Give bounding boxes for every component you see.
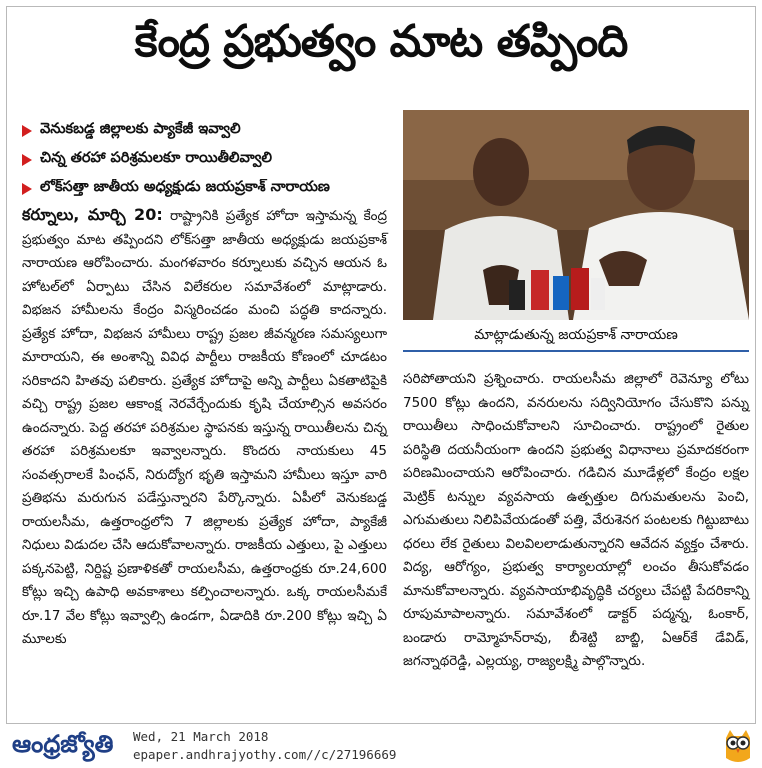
article-text-right: సరిపోతాయని ప్రశ్నించారు. రాయలసీమ జిల్లాలో రెవెన్యూ లోటు 7500 కోట్లు ఉందని, వనరులను సద్వినియోగం చేసుకొని పన్ను రాయితీలు సాధించుకోవాలని సూచించారు. రాష్ట్రంలో రైతుల పరిస్థితి దయనీయంగా ఉందని ప్రభుత్వ విధానాలు ప్రమాదకరంగా పరిణమించాయని ఆరోపించారు. గడిచిన మూడేళ్లలో కేంద్రం లక్షల మెట్రిక్ టన్నుల వ్యవసాయ ఉత్పత్తుల దిగుమతులను పెంచి, ఎగుమతులు నిలిపివేయడంతో పత్తి, వేరుశెనగ పంటలకు గిట్టుబాటు ధరలు లేక రైతులు విలవిలలాడుతున్నారని ఆవేదన వ్యక్తం చేశారు. విద్య, ఆరోగ్యం, ప్రభుత్వ కార్యాలయాల్లో లంచం తీసుకోవడం మానుకోవాలన్నారు. వ్యవసాయాభివృద్ధికి చర్యలు చేపట్టి పేదరికాన్ని రూపుమాపాలన్నారు. సమావేశంలో డాక్టర్ పద్మన్న, ఓంకార్, బండారు రామ్మోహన్‌రావు, బీశెట్టి బాబ్జి, ఏఆర్‌కే డేవిడ్, జగన్నాథరెడ్డి, ఎల్లయ్య, రాజ్యలక్ష్మి పాల్గొన్నారు. bbox=[403, 371, 749, 669]
bullet-item bbox=[22, 147, 392, 173]
bullet-item bbox=[22, 118, 392, 144]
arrow-icon bbox=[22, 125, 32, 137]
bullet-text: వెనుకబడ్డ జిల్లాలకు ప్యాకేజీ ఇవ్వాలి bbox=[40, 121, 241, 137]
press-conference-photo bbox=[403, 110, 749, 320]
headline: కేంద్ర ప్రభుత్వం మాట తప్పింది bbox=[134, 16, 628, 67]
bullet-list bbox=[22, 118, 392, 205]
andhrajyothy-logo: ఆంధ్రజ్యోతి bbox=[12, 730, 114, 758]
dateline: కర్నూలు, మార్చి 20: bbox=[22, 205, 163, 224]
bullet-text: లోక్‌సత్తా జాతీయ అధ్యక్షుడు జయప్రకాశ్ నారాయణ bbox=[40, 179, 330, 195]
news-photo bbox=[403, 110, 749, 320]
epaper-url: epaper.andhrajyothy.com//c/27196669 bbox=[133, 747, 397, 762]
edition-date: Wed, 21 March 2018 bbox=[133, 729, 269, 744]
article-column-right bbox=[403, 368, 749, 674]
bullet-text: చిన్న తరహా పరిశ్రమలకూ రాయితీలివ్వాలి bbox=[40, 150, 273, 166]
bullet-item bbox=[22, 176, 392, 202]
arrow-icon bbox=[22, 183, 32, 195]
photo-caption: మాట్లాడుతున్న జయప్రకాశ్ నారాయణ bbox=[403, 320, 749, 352]
owl-icon bbox=[722, 728, 754, 764]
arrow-icon bbox=[22, 154, 32, 166]
article-column-left bbox=[22, 203, 387, 652]
article-text-left: రాష్ట్రానికి ప్రత్యేక హోదా ఇస్తామన్న కేంద్ర ప్రభుత్వం మాట తప్పిందని లోక్‌సత్తా జాతీయ అధ్యక్షుడు జయప్రకాశ్ నారాయణ ఆరోపించారు. మంగళవారం కర్నూలుకు వచ్చిన ఆయన ఓ హోటల్‌లో ఏర్పాటు చేసిన విలేకరుల సమావేశంలో మాట్లాడారు. విభజన హామీలను కేంద్రం విస్మరించడం మంచి పద్ధతి కాదన్నారు. ప్రత్యేక హోదా, విభజన హామీలు రాష్ట్ర ప్రజల జీవన్మరణ సమస్యలుగా మారాయని, ఈ అంశాన్ని వివిధ పార్టీలు రాజకీయ కోణంలో చూడటం సరికాదని హితవు పలికారు. ప్రత్యేక హోదాపై అన్ని పార్టీలు ఏకతాటిపైకి వచ్చి రాష్ట్ర ప్రజల ఆకాంక్ష నెరవేర్చేందుకు కృషి చేయాల్సిన అవసరం ఉందన్నారు. పెద్ద తరహా పరిశ్రమల స్థాపనకు ఇస్తున్న రాయితీలను చిన్న తరహా పరిశ్రమలకూ ఇవ్వాలన్నారు. కొందరు నాయకులు 45 సంవత్సరాలకే పింఛన్, నిరుద్యోగ భృతి ఇస్తామని హామీలు ఇస్తూ వారి ప్రతిభను మరుగున పడేస్తున్నారని పేర్కొన్నారు. ఏపీలో వెనుకబడ్డ రాయలసీమ, ఉత్తరాంధ్రలోని 7 జిల్లాలకు ప్రత్యేక హోదా, ప్యాకేజీ నిధులు విడుదల చేసి ఆదుకోవాలన్నారు. రాజకీయ ఎత్తులు, పై ఎత్తులు పక్కనపెట్టి, నిర్దిష్ట ప్రణాళికతో రాయలసీమ, ఉత్తరాంధ్రకు రూ.24,600 కోట్లు ఇచ్చి ఉపాధి అవకాశాలు కల్పించాలన్నారు. ఒక్క రాయలసీమకే రూ.17 వేల కోట్లు ఇవ్వాల్సి ఉండగా, ఏడాదికి రూ.200 కోట్లు ఇచ్చి ఏ మూలకు bbox=[22, 208, 387, 647]
